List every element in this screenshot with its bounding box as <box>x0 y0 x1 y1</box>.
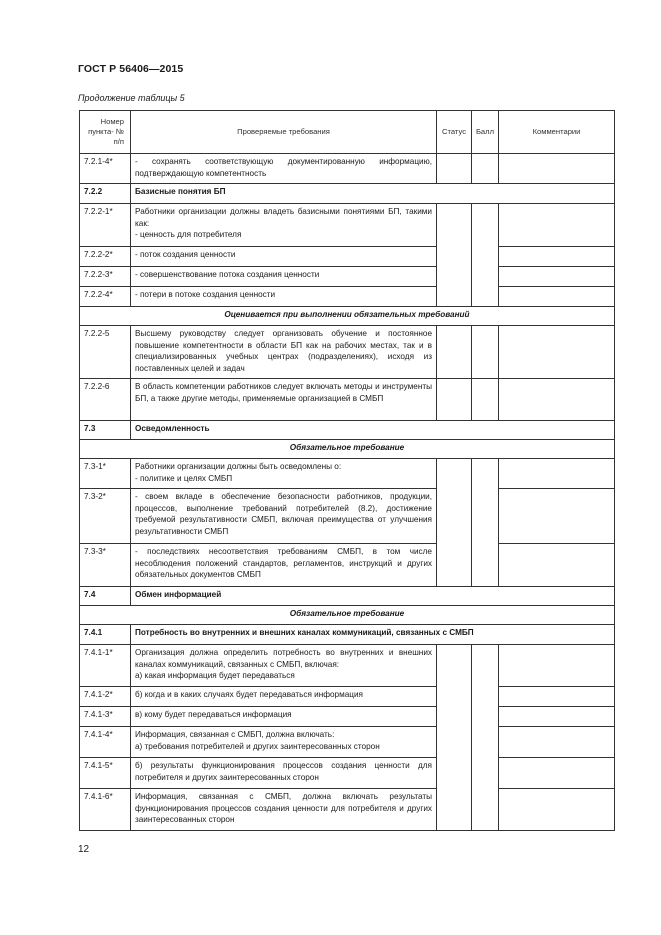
table-row <box>80 459 615 489</box>
requirement-text: - своем вкладе в обеспечение безопасности работников, продукции, процессов, выполнение требований потребителей (8.2), достижение требуемой результативности СМБП, включая преимущества от улучшения результативности СМБП <box>131 489 437 544</box>
comment-cell[interactable] <box>499 326 615 379</box>
table-continuation-label: Продолжение таблицы 5 <box>78 93 185 103</box>
requirement-text: - потери в потоке создания ценности <box>131 287 437 307</box>
table-row <box>80 625 615 645</box>
requirement-text: Работники организации должны владеть базисными понятиями БП, такими как: - ценность для потребителя <box>131 204 437 247</box>
item-number: 7.4.1-3* <box>80 707 131 727</box>
item-number: 7.2.2-4* <box>80 287 131 307</box>
item-number: 7.2.2-6 <box>80 379 131 421</box>
table-row <box>80 287 615 307</box>
subsection-title: Обмен информацией <box>131 587 615 606</box>
score-cell[interactable] <box>472 459 499 587</box>
table-row <box>80 789 615 831</box>
requirement-text: б) когда и в каких случаях будет передаваться информация <box>131 687 437 707</box>
document-title: ГОСТ Р 56406—2015 <box>78 63 184 75</box>
item-number: 7.2.2-2* <box>80 247 131 267</box>
item-number: 7.4 <box>80 587 131 606</box>
table-row <box>80 587 615 606</box>
col-header-requirements: Проверяемые требования <box>131 111 437 154</box>
status-cell[interactable] <box>437 459 472 587</box>
score-cell[interactable] <box>472 645 499 831</box>
comment-cell[interactable] <box>499 287 615 307</box>
requirement-text: б) результаты функционирования процессов создания ценности для потребителя и других заинтересованных сторон <box>131 758 437 789</box>
item-number: 7.3-3* <box>80 544 131 587</box>
status-cell[interactable] <box>437 154 472 184</box>
requirement-text: - сохранять соответствующую документированную информацию, подтверждающую компетентность <box>131 154 437 184</box>
col-header-status: Статус <box>437 111 472 154</box>
item-number: 7.2.2-1* <box>80 204 131 247</box>
requirement-text: В область компетенции работников следует включать методы и инструменты БП, а также другие методы, применяемые организацией в СМБП <box>131 379 437 421</box>
item-number: 7.2.2-3* <box>80 267 131 287</box>
requirement-text: - совершенствование потока создания ценности <box>131 267 437 287</box>
table-row <box>80 326 615 379</box>
score-cell[interactable] <box>472 154 499 184</box>
item-number: 7.3-2* <box>80 489 131 544</box>
subsection-title: Базисные понятия БП <box>131 184 615 204</box>
score-cell[interactable] <box>472 204 499 307</box>
comment-cell[interactable] <box>499 247 615 267</box>
item-number: 7.3 <box>80 421 131 440</box>
item-number: 7.2.2 <box>80 184 131 204</box>
table-row <box>80 440 615 459</box>
item-number: 7.4.1-4* <box>80 727 131 758</box>
table-row <box>80 544 615 587</box>
col-header-score: Балл <box>472 111 499 154</box>
table-header-row <box>80 111 615 154</box>
comment-cell[interactable] <box>499 645 615 687</box>
section-heading: Обязательное требование <box>80 440 615 459</box>
score-cell[interactable] <box>472 326 499 379</box>
table-row <box>80 307 615 326</box>
item-number: 7.4.1-1* <box>80 645 131 687</box>
comment-cell[interactable] <box>499 707 615 727</box>
requirement-text: Организация должна определить потребность во внутренних и внешних каналах коммуникаций, связанных с СМБП, включая: а) какая информация будет передаваться <box>131 645 437 687</box>
requirement-text: Информация, связанная с СМБП, должна включать результаты функционирования процессов создания ценности для потребителя и других заинтересованных сторон <box>131 789 437 831</box>
requirement-text: Работники организации должны быть осведомлены о: - политике и целях СМБП <box>131 459 437 489</box>
table-row <box>80 154 615 184</box>
subsection-title: Осведомленность <box>131 421 615 440</box>
subsection-title: Потребность во внутренних и внешних каналах коммуникаций, связанных с СМБП <box>131 625 615 645</box>
section-heading: Оценивается при выполнении обязательных требований <box>80 307 615 326</box>
table-row <box>80 184 615 204</box>
col-header-number: Номер пункта- № п/п <box>80 111 131 154</box>
status-cell[interactable] <box>437 379 472 421</box>
table-row <box>80 247 615 267</box>
requirement-text: в) кому будет передаваться информация <box>131 707 437 727</box>
requirement-text: Информация, связанная с СМБП, должна включать: а) требования потребителей и других заинтересованных сторон <box>131 727 437 758</box>
comment-cell[interactable] <box>499 789 615 831</box>
item-number: 7.2.1-4* <box>80 154 131 184</box>
table-row <box>80 645 615 687</box>
section-heading: Обязательное требование <box>80 606 615 625</box>
comment-cell[interactable] <box>499 459 615 489</box>
page-number: 12 <box>78 844 90 855</box>
table-row <box>80 606 615 625</box>
comment-cell[interactable] <box>499 687 615 707</box>
table-row <box>80 758 615 789</box>
table-row <box>80 687 615 707</box>
comment-cell[interactable] <box>499 267 615 287</box>
table-row <box>80 421 615 440</box>
comment-cell[interactable] <box>499 489 615 544</box>
requirement-text: - последствиях несоответствия требованиям СМБП, в том числе несоблюдения положений стандартов, регламентов, инструкций и других обязательных документов СМБП <box>131 544 437 587</box>
table-row <box>80 379 615 421</box>
status-cell[interactable] <box>437 326 472 379</box>
comment-cell[interactable] <box>499 758 615 789</box>
item-number: 7.3-1* <box>80 459 131 489</box>
comment-cell[interactable] <box>499 727 615 758</box>
item-number: 7.2.2-5 <box>80 326 131 379</box>
table-row <box>80 707 615 727</box>
requirement-text: Высшему руководству следует организовать обучение и постоянное повышение компетентности в области БП как на рабочих местах, так и в специализированных учебных центрах (подразделениях), исходя из поставленных целей и задач <box>131 326 437 379</box>
score-cell[interactable] <box>472 379 499 421</box>
requirements-table <box>79 110 615 831</box>
status-cell[interactable] <box>437 645 472 831</box>
table-row <box>80 727 615 758</box>
item-number: 7.4.1-6* <box>80 789 131 831</box>
comment-cell[interactable] <box>499 544 615 587</box>
item-number: 7.4.1-2* <box>80 687 131 707</box>
comment-cell[interactable] <box>499 154 615 184</box>
item-number: 7.4.1 <box>80 625 131 645</box>
comment-cell[interactable] <box>499 379 615 421</box>
table-row <box>80 267 615 287</box>
table-row <box>80 489 615 544</box>
requirement-text: - поток создания ценности <box>131 247 437 267</box>
status-cell[interactable] <box>437 204 472 307</box>
table-row <box>80 204 615 247</box>
col-header-comments: Комментарии <box>499 111 615 154</box>
item-number: 7.4.1-5* <box>80 758 131 789</box>
comment-cell[interactable] <box>499 204 615 247</box>
